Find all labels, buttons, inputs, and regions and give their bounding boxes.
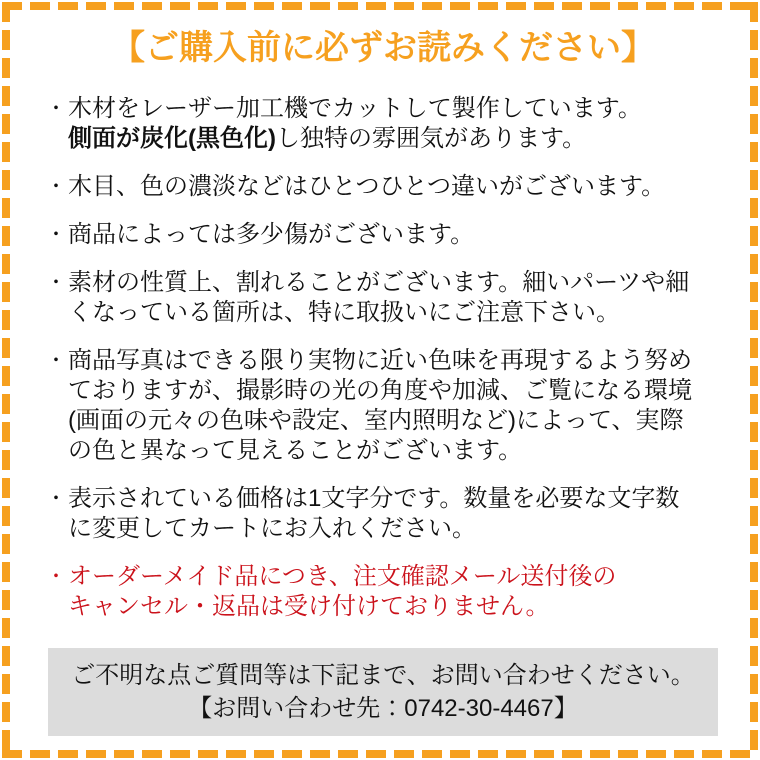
bullet-icon: ・ [46, 224, 66, 246]
note-line: ておりますが、撮影時の光の角度や加減、ご覧になる環境 [68, 377, 692, 404]
list-item [46, 268, 720, 328]
bullet-icon: ・ [46, 488, 66, 510]
note-line: に変更してカートにお入れください。 [68, 515, 476, 542]
note-line: の色と異なって見えることがございます。 [68, 437, 523, 464]
note-text [68, 172, 720, 202]
note-text [68, 484, 720, 544]
note-text [68, 94, 720, 154]
note-text [68, 346, 720, 466]
bullet-icon: ・ [46, 272, 66, 294]
dashed-border-right [750, 2, 758, 758]
note-line: 素材の性質上、割れることがございます。細いパーツや細 [68, 269, 690, 296]
note-line: くなっている箇所は、特に取扱いにご注意下さい。 [68, 299, 620, 326]
list-item [46, 220, 720, 250]
page-title: 【ご購入前に必ずお読みください】 [111, 29, 655, 67]
list-item [46, 94, 720, 154]
note-bold-segment: 側面が炭化(黒色化) [68, 125, 276, 152]
list-item-warning [46, 562, 720, 622]
note-text [68, 220, 720, 250]
note-line: (画面の元々の色味や設定、室内照明など)によって、実際 [68, 407, 684, 434]
note-line: 木材をレーザー加工機でカットして製作しています。 [68, 95, 642, 122]
bullet-icon: ・ [46, 350, 66, 372]
note-text [68, 268, 720, 328]
list-item [46, 172, 720, 202]
bullet-icon: ・ [46, 176, 66, 198]
note-segment: し独特の雰囲気があります。 [275, 125, 587, 152]
note-line: 木目、色の濃淡などはひとつひとつ違いがございます。 [68, 173, 666, 200]
list-item [46, 484, 720, 544]
note-line: 表示されている価格は1文字分です。数量を必要な文字数 [68, 485, 680, 512]
bullet-icon: ・ [46, 98, 66, 120]
note-line: オーダーメイド品につき、注文確認メール送付後の [68, 563, 617, 590]
contact-line-1: ご不明な点ご質問等は下記まで、お問い合わせください。 [71, 662, 695, 689]
note-line: 商品写真はできる限り実物に近い色味を再現するよう努め [68, 347, 692, 374]
note-line: 商品によっては多少傷がございます。 [68, 221, 475, 248]
dashed-border-bottom [2, 750, 758, 758]
dashed-border-left [2, 2, 10, 758]
contact-line-2: 【お問い合わせ先：0742-30-4467】 [188, 695, 578, 722]
note-line: キャンセル・返品は受け付けておりません。 [68, 593, 550, 620]
list-item [46, 346, 720, 466]
bullet-icon: ・ [46, 566, 66, 588]
note-line [68, 124, 720, 154]
contact-box [48, 648, 718, 736]
dashed-border-top [2, 2, 758, 10]
note-text [68, 562, 720, 622]
